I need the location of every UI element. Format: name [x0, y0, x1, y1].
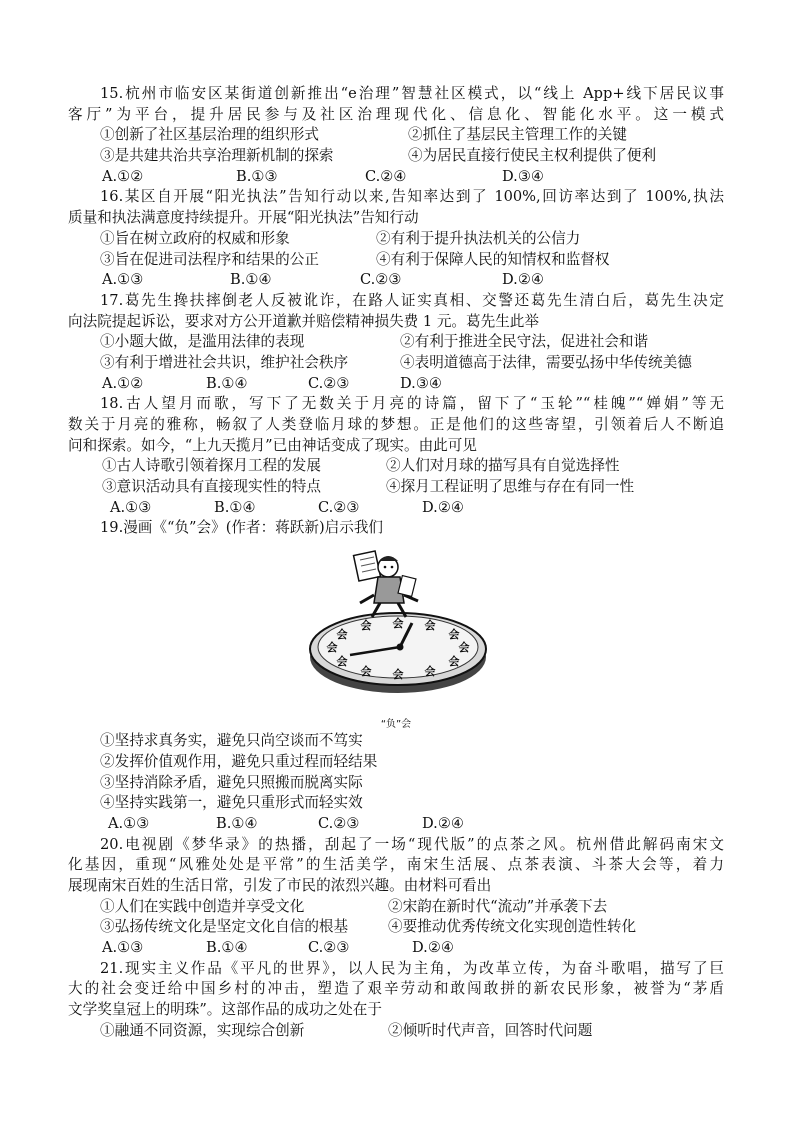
answer-option: D.②④ — [422, 498, 464, 516]
answer-option: A.①③ — [108, 814, 150, 832]
answer-option: A.①② — [102, 374, 144, 392]
question-stem: 化基因，重现“风雅处处是平常”的生活美学，南宋生活展、点茶表演、斗茶大会等，着力 — [68, 856, 724, 874]
clock-mark: 会 — [458, 641, 470, 655]
answer-option: C.②④ — [365, 167, 407, 185]
statement: ③有利于增进社会共识，维护社会秩序 — [100, 353, 349, 371]
clock-mark: 会 — [360, 619, 372, 633]
clock-mark: 会 — [424, 665, 436, 679]
question-stem: 20.电视剧《梦华录》的热播，刮起了一场“现代版”的点茶之风。杭州借此解码南宋文 — [100, 835, 724, 853]
clock-mark: 会 — [448, 628, 460, 642]
answer-option: A.①③ — [110, 498, 152, 516]
answer-option: B.①③ — [236, 167, 278, 185]
statement: ②人们对月球的描写具有自觉选择性 — [386, 457, 620, 475]
question-stem: 18.古人望月而歌，写下了无数关于月亮的诗篇，留下了“玉轮”“桂魄”“婵娟”等无 — [100, 395, 724, 413]
answer-option: D.②④ — [412, 939, 454, 956]
question-19 — [68, 518, 724, 834]
clock-mark: 会 — [336, 655, 348, 669]
question-stem: 向法院提起诉讼，要求对方公开道歉并赔偿精神损失费 1 元。葛先生此举 — [68, 312, 539, 330]
question-stem: 大的社会变迁给中国乡村的冲击，塑造了艰辛劳动和敢闯敢拼的新农民形象，被誉为“茅盾 — [68, 980, 724, 998]
statement: ①创新了社区基层治理的组织形式 — [100, 126, 319, 144]
answer-option: A.①③ — [102, 271, 144, 289]
statement: ①小题大做，是滥用法律的表现 — [100, 333, 305, 351]
statement: ②发挥价值观作用，避免只重过程而轻结果 — [100, 752, 378, 770]
statement: ④为居民直接行使民主权利提供了便利 — [408, 147, 657, 165]
statement: ④要推动优秀传统文化实现创造性转化 — [388, 918, 637, 936]
exam-page — [68, 84, 724, 1041]
clock-mark: 会 — [392, 668, 404, 682]
question-stem: 16.某区自开展“阳光执法”告知行动以来,告知率达到了 100%,回访率达到了 100%,执法 — [100, 188, 724, 206]
answer-option: D.②④ — [422, 814, 464, 832]
statement: ①坚持求真务实，避免只尚空谈而不笃实 — [100, 732, 363, 750]
question-stem: 19.漫画《“负”会》(作者：蒋跃新)启示我们 — [100, 519, 384, 537]
answer-option: B.①④ — [230, 271, 272, 289]
answer-option: A.①③ — [102, 939, 144, 956]
question-16 — [68, 187, 724, 290]
answer-option: C.②③ — [308, 939, 350, 956]
cartoon-figure — [68, 539, 724, 731]
answer-option: C.②③ — [360, 271, 402, 289]
question-15 — [68, 84, 724, 187]
answer-option: B.①④ — [206, 374, 248, 392]
clock-mark: 会 — [336, 628, 348, 642]
statement: ①人们在实践中创造并享受文化 — [100, 897, 305, 915]
clock-mark: 会 — [360, 665, 372, 679]
clock-mark: 会 — [392, 617, 404, 631]
statement: ①古人诗歌引领着探月工程的发展 — [102, 457, 321, 475]
answer-option: B.①④ — [216, 814, 258, 832]
clock-mark: 会 — [326, 641, 338, 655]
answer-option: C.②③ — [318, 814, 360, 832]
answer-option: D.②④ — [502, 271, 544, 289]
answer-option: C.②③ — [318, 498, 360, 516]
clock-mark: 会 — [448, 655, 460, 669]
statement: ②宋韵在新时代“流动”并承袭下去 — [388, 897, 608, 915]
statement: ③旨在促进司法程序和结果的公正 — [100, 250, 319, 268]
statement: ①旨在树立政府的权威和形象 — [100, 229, 290, 247]
statement: ④有利于保障人民的知情权和监督权 — [376, 250, 610, 268]
question-stem: 数关于月亮的雅称，畅叙了人类登临月球的梦想。正是他们的这些寄望，引领着后人不断追 — [68, 416, 724, 433]
question-stem: 15.杭州市临安区某街道创新推出“e治理”智慧社区模式，以“线上 App+线下居民议事 — [100, 85, 724, 102]
statement: ③意识活动具有直接现实性的特点 — [102, 478, 321, 496]
answer-option: D.③④ — [400, 374, 442, 392]
answer-option: B.①④ — [206, 939, 248, 956]
question-stem: 展现南宋百姓的生活日常，引发了市民的浓烈兴趣。由材料可看出 — [68, 876, 492, 894]
clock-mark: 会 — [424, 619, 436, 633]
statement: ③弘扬传统文化是坚定文化自信的根基 — [100, 918, 349, 936]
statement: ②抓住了基层民主管理工作的关键 — [408, 126, 627, 144]
cartoon-caption: “负”会 — [380, 719, 412, 731]
question-17 — [68, 291, 724, 394]
question-stem: 问和探索。如今，“上九天揽月”已由神话变成了现实。由此可见 — [68, 436, 477, 454]
question-stem: 文学奖皇冠上的明珠”。这部作品的成功之处在于 — [68, 1001, 382, 1019]
statement: ③坚持消除矛盾，避免只照搬而脱离实际 — [100, 773, 363, 791]
question-20 — [68, 835, 724, 959]
cartoon-character — [354, 551, 418, 617]
question-21 — [68, 959, 724, 1042]
answer-option: B.①④ — [214, 498, 256, 516]
clock-cartoon-image — [308, 545, 488, 705]
statement: ④表明道德高于法律，需要弘扬中华传统美德 — [400, 353, 692, 371]
answer-option: A.①② — [102, 167, 144, 185]
statement: ④探月工程证明了思维与存在有同一性 — [386, 478, 635, 496]
statement: ②倾听时代声音，回答时代问题 — [388, 1021, 593, 1039]
answer-option: C.②③ — [308, 374, 350, 392]
statement: ②有利于提升执法机关的公信力 — [376, 229, 581, 247]
statement: ③是共建共治共享治理新机制的探索 — [100, 147, 334, 165]
statement: ①融通不同资源，实现综合创新 — [100, 1021, 305, 1039]
statement: ②有利于推进全民守法，促进社会和谐 — [400, 333, 649, 351]
question-stem: 17.葛先生搀扶摔倒老人反被讹诈，在路人证实真相、交警还葛先生清白后，葛先生决定 — [100, 291, 724, 309]
statement: ④坚持实践第一，避免只重形式而轻实效 — [100, 794, 363, 812]
question-stem: 21.现实主义作品《平凡的世界》，以人民为主角，为改革立传，为奋斗歌唱，描写了巨 — [100, 959, 724, 977]
question-stem: 客厅”为平台，提升居民参与及社区治理现代化、信息化、智能化水平。这一模式 — [68, 105, 724, 123]
question-18 — [68, 394, 724, 518]
question-stem: 质量和执法满意度持续提升。开展“阳光执法”告知行动 — [68, 209, 419, 227]
answer-option: D.③④ — [502, 167, 544, 185]
